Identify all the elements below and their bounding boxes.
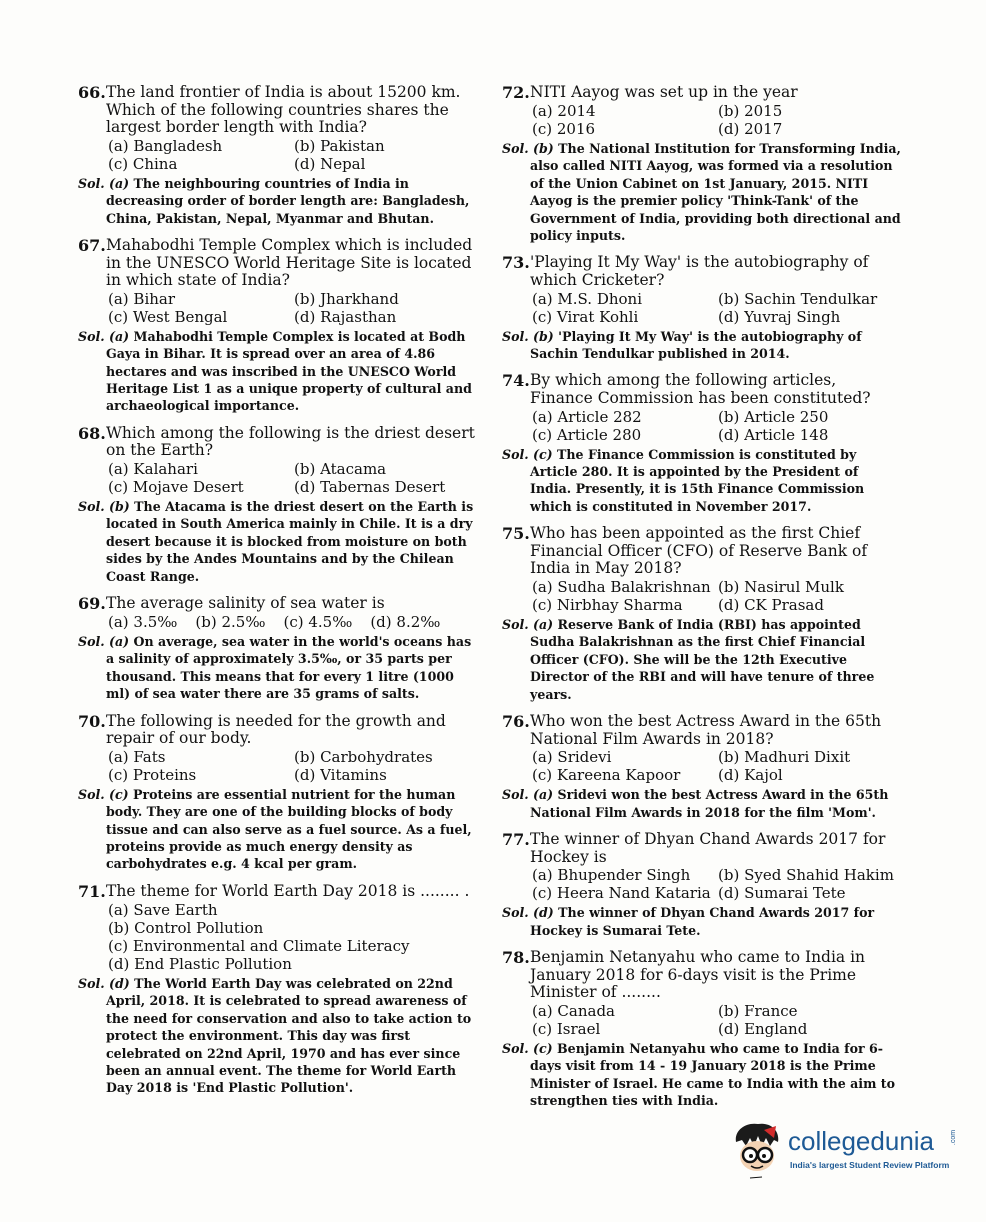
solution-label: Sol. (c) [78, 786, 129, 802]
solution-text: Benjamin Netanyahu who came to India for 6-days visit from 14 - 19 January 2018 is the Prime Minister of Israel. He came to India with the aim to strengthen ties with India. [530, 1040, 896, 1109]
option: (a) Fats [108, 747, 166, 766]
option: (d) Nepal [294, 154, 366, 173]
question-text: Benjamin Netanyahu who came to India in January 2018 for 6-days visit is the Prime Minister of ........ [530, 948, 866, 1002]
solution [78, 328, 478, 415]
question-block [78, 883, 478, 1097]
question-number: 67. [78, 236, 106, 255]
solution-label: Sol. (b) [78, 499, 130, 514]
solution [78, 786, 478, 873]
option: (a) Save Earth [108, 900, 218, 919]
solution-label: Sol. (a) [502, 787, 554, 803]
question-number: 66. [78, 83, 106, 102]
question-block [78, 84, 478, 227]
option: (d) CK Prasad [718, 596, 824, 615]
question-block [78, 425, 478, 585]
option: (c) Proteins [108, 765, 197, 784]
question-block [502, 84, 902, 244]
option: (b) 2015 [718, 102, 783, 120]
question-text: The following is needed for the growth and repair of our body. [106, 711, 446, 748]
option: (c) West Bengal [108, 307, 228, 326]
logo-name: collegedunia [788, 1126, 935, 1156]
question-text: NITI Aayog was set up in the year [530, 83, 798, 101]
option: (b) France [718, 1001, 798, 1020]
option: (b) Sachin Tendulkar [718, 289, 878, 308]
option: (d) 8.2‰ [370, 613, 441, 632]
option: (a) Bhupender Singh [532, 866, 691, 885]
question-number: 78. [502, 948, 530, 968]
option: (a) Sridevi [532, 748, 612, 767]
solution-text: Sridevi won the best Actress Award in the 65th National Film Awards in 2018 for the film 'Mom'. [530, 787, 889, 820]
option: (c) Kareena Kapoor [532, 766, 681, 785]
question-text: 'Playing It My Way' is the autobiography of which Cricketer? [530, 253, 869, 290]
question-block [78, 713, 478, 873]
solution [78, 975, 478, 1097]
solution [78, 633, 478, 703]
option: (a) Article 282 [532, 407, 642, 426]
option: (d) Kajol [718, 766, 783, 785]
option: (b) Atacama [294, 460, 387, 478]
option: (c) 4.5‰ [283, 613, 353, 632]
options [108, 901, 478, 973]
option: (b) Nasirul Mulk [718, 578, 844, 597]
solution-text: The Finance Commission is constituted by Article 280. It is appointed by the President of India. Presently, it is 15th Finance Commission which is constituted in November 2017. [530, 446, 865, 514]
solution-label: Sol. (c) [502, 446, 553, 462]
option: (a) Bihar [108, 289, 176, 308]
solution-text: Proteins are essential nutrient for the human body. They are one of the building blocks of body tissue and can also serve as a fuel source. As a fuel, proteins provide as much energy density as carbohydrates e.g. 4 kcal per gram. [106, 786, 472, 872]
options [532, 1002, 902, 1038]
option: (d) Yuvraj Singh [718, 307, 841, 326]
option: (b) Carbohydrates [294, 747, 433, 766]
option: (c) Environmental and Climate Literacy [108, 936, 410, 955]
question-number: 68. [78, 423, 106, 443]
option: (c) Heera Nand Kataria [532, 884, 711, 903]
option: (d) End Plastic Pollution [108, 954, 292, 973]
logo-com: .com [950, 1129, 958, 1146]
question-text: Mahabodhi Temple Complex which is included in the UNESCO World Heritage Site is located in which state of India? [106, 236, 473, 290]
option: (d) Vitamins [294, 765, 387, 784]
solution-text: 'Playing It My Way' is the autobiography of Sachin Tendulkar published in 2014. [530, 328, 862, 362]
question-number: 73. [502, 253, 530, 273]
question-number: 72. [502, 83, 530, 102]
mascot-icon [730, 1120, 786, 1180]
option: (c) 2016 [532, 120, 596, 138]
solution [502, 616, 902, 703]
question-block [78, 237, 478, 415]
solution-label: Sol. (a) [78, 634, 130, 650]
options [108, 460, 478, 496]
options [108, 748, 478, 784]
option: (b) Pakistan [294, 136, 385, 155]
option: (b) Syed Shahid Hakim [718, 866, 894, 885]
question-text: By which among the following articles, Finance Commission has been constituted? [530, 371, 871, 408]
option: (c) Virat Kohli [532, 307, 639, 326]
question-number: 70. [78, 711, 106, 731]
option: (a) M.S. Dhoni [532, 289, 642, 308]
option: (d) Sumarai Tete [718, 884, 846, 903]
options [108, 290, 478, 326]
solution [502, 140, 902, 244]
option: (d) England [718, 1019, 808, 1038]
solution-label: Sol. (c) [502, 1040, 553, 1056]
option: (b) Article 250 [718, 407, 829, 426]
option: (a) Canada [532, 1001, 615, 1020]
option: (b) 2.5‰ [195, 613, 266, 632]
question-block [502, 713, 902, 821]
solution-label: Sol. (b) [502, 141, 554, 156]
options [532, 578, 902, 614]
solution [502, 328, 902, 363]
options [532, 866, 902, 902]
option: (d) Tabernas Desert [294, 478, 446, 496]
question-number: 74. [502, 371, 530, 391]
option: (d) Rajasthan [294, 307, 397, 326]
option: (c) Nirbhay Sharma [532, 596, 683, 615]
solution [78, 175, 478, 227]
option: (b) Madhuri Dixit [718, 748, 851, 767]
solution [502, 904, 902, 939]
solution-label: Sol. (d) [78, 975, 130, 991]
option: (b) Jharkhand [294, 289, 399, 308]
question-number: 69. [78, 594, 106, 614]
logo-tagline: India's largest Student Review Platform [790, 1160, 950, 1170]
solution-text: The National Institution for Transforming India, also called NITI Aayog, was formed via a resolution of the Union Cabinet on 1st January, 2015. NITI Aayog is the premier policy 'Think-Tank' of the Government of India, providing both directional and policy inputs. [530, 141, 901, 244]
solution-label: Sol. (d) [502, 905, 554, 921]
question-block [502, 949, 902, 1109]
options [108, 613, 478, 631]
solution-text: The neighbouring countries of India in decreasing order of border length are: Bangladesh, China, Pakistan, Nepal, Myanmar and Bhutan. [106, 175, 470, 226]
question-block [78, 595, 478, 703]
question-text: Which among the following is the driest desert on the Earth? [106, 423, 475, 460]
solution-text: The Atacama is the driest desert on the Earth is located in South America mainly in Chile. It is a dry desert because it is blocked from moisture on both sides by the Andes Mountains and by the Chilean Coast Range. [106, 499, 474, 584]
option: (c) Article 280 [532, 425, 642, 444]
question-text: Who won the best Actress Award in the 65th National Film Awards in 2018? [530, 712, 882, 748]
question-text: The winner of Dhyan Chand Awards 2017 for Hockey is [530, 830, 886, 866]
solution-label: Sol. (a) [78, 175, 130, 191]
options [532, 102, 902, 138]
question-text: Who has been appointed as the first Chief Financial Officer (CFO) of Reserve Bank of India in May 2018? [530, 524, 868, 578]
solution-label: Sol. (b) [502, 328, 554, 344]
question-text: The theme for World Earth Day 2018 is ........ . [106, 881, 470, 900]
solution-text: The winner of Dhyan Chand Awards 2017 for Hockey is Sumarai Tete. [530, 905, 875, 938]
question-block [502, 254, 902, 362]
solution [502, 1040, 902, 1110]
solution [502, 446, 902, 516]
solution [78, 498, 478, 585]
option: (c) Mojave Desert [108, 478, 244, 496]
option: (c) China [108, 154, 178, 173]
question-text: The land frontier of India is about 15200 km. Which of the following countries shares the largest border length with India? [106, 83, 461, 137]
solution-text: On average, sea water in the world's oceans has a salinity of approximately 3.5‰, or 35 parts per thousand. This means that for every 1 litre (1000 ml) of sea water there are 35 grams of salts. [106, 634, 472, 702]
option: (d) 2017 [718, 120, 783, 138]
solution-label: Sol. (a) [502, 617, 554, 633]
question-number: 75. [502, 524, 530, 544]
options [532, 290, 902, 326]
option: (a) Bangladesh [108, 136, 223, 155]
collegedunia-logo [730, 1120, 970, 1180]
option: (a) 3.5‰ [108, 613, 178, 632]
options [532, 408, 902, 444]
options [532, 748, 902, 784]
solution-text: Mahabodhi Temple Complex is located at Bodh Gaya in Bihar. It is spread over an area of 4.86 hectares and was inscribed in the UNESCO World Heritage List 1 as a unique property of cultural and archaeological importance. [106, 328, 472, 414]
option: (c) Israel [532, 1019, 601, 1038]
solution-label: Sol. (a) [78, 328, 130, 344]
solution [502, 786, 902, 821]
option: (d) Article 148 [718, 425, 829, 444]
option: (a) Kalahari [108, 460, 198, 478]
option: (a) Sudha Balakrishnan [532, 578, 711, 597]
question-block [502, 372, 902, 515]
question-number: 71. [78, 881, 106, 901]
solution-text: The World Earth Day was celebrated on 22nd April, 2018. It is celebrated to spread awareness of the need for conservation and also to take action to protect the environment. This day was first celebrated on 22nd April, 1970 and has ever since been an annual event. The theme for World Earth Day 2018 is 'End Plastic Pollution'. [106, 975, 472, 1096]
question-block [502, 831, 902, 939]
option: (a) 2014 [532, 102, 596, 120]
question-text: The average salinity of sea water is [106, 594, 385, 613]
question-number: 77. [502, 830, 530, 850]
question-number: 76. [502, 712, 530, 732]
left-column [78, 84, 478, 1101]
right-column [502, 84, 902, 1113]
options [108, 137, 478, 173]
question-block [502, 525, 902, 703]
option: (b) Control Pollution [108, 918, 264, 937]
solution-text: Reserve Bank of India (RBI) has appointed Sudha Balakrishnan as the first Chief Financial Officer (CFO). She will be the 12th Executive Director of the RBI and will have tenure of three years. [530, 617, 875, 702]
